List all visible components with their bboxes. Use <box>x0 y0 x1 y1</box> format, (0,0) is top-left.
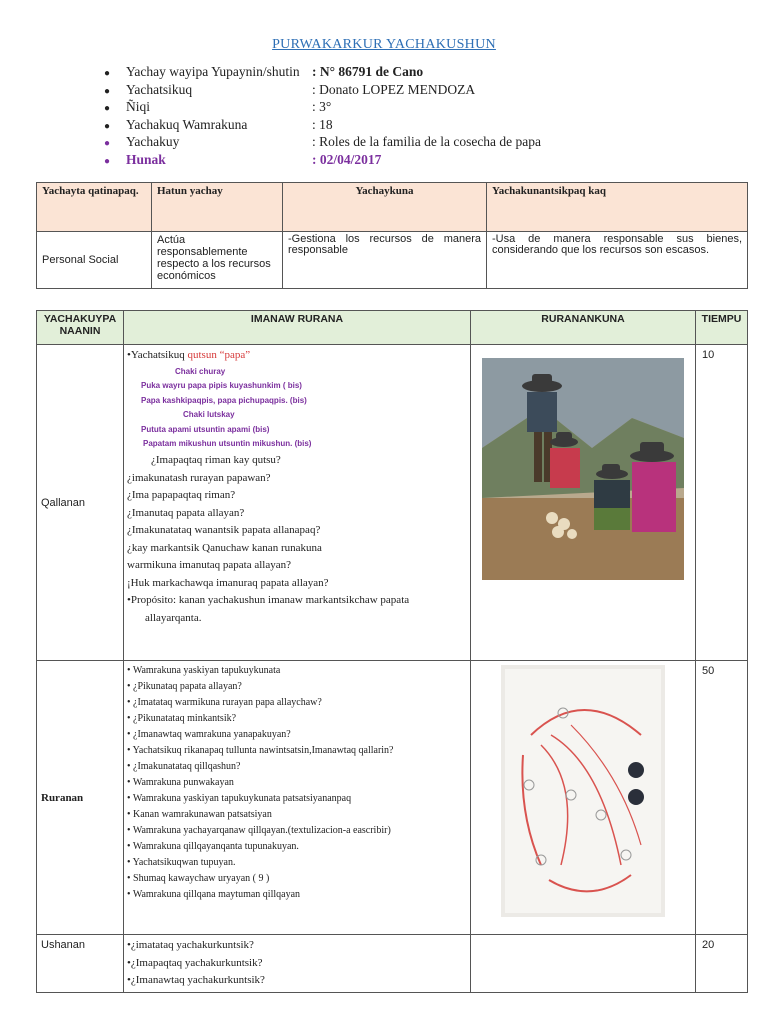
header-activities: IMANAW RURANA <box>124 311 471 345</box>
info-value: : 02/04/2017 <box>312 151 382 167</box>
info-label: Yachatsikuq <box>126 81 193 97</box>
activity-line: •Propósito: kanan yachakushun imanaw markantsikchaw papata <box>127 594 410 607</box>
activity-line: • ¿Pikunatataq minkantsik? <box>127 713 237 724</box>
header-time: TIEMPU <box>696 311 748 345</box>
bullet-icon: ● <box>104 155 111 167</box>
potato-harvest-illustration <box>482 358 684 580</box>
info-label: Yachay wayipa Yupaynin/shutin <box>126 64 300 79</box>
info-row-school <box>104 63 664 81</box>
activity-line: ¿Imakunatataq wanantsik papata allanapaq? <box>127 524 321 537</box>
time-cell: 50 <box>696 661 748 935</box>
activity-line: • ¿Imakunatataq qillqashun? <box>127 761 241 772</box>
capacities-cell: -Gestiona los recursos de manera responsable <box>283 232 487 289</box>
info-value: : 18 <box>312 116 333 132</box>
info-list <box>104 63 664 168</box>
stage-label: Qallanan <box>37 345 124 661</box>
resource-cell <box>471 935 696 993</box>
stage-row-development <box>37 661 748 935</box>
info-value: : N° 86791 de Cano <box>312 64 424 79</box>
activity-line: •¿imatataq yachakurkuntsik? <box>127 939 254 951</box>
time-cell: 20 <box>696 935 748 993</box>
activity-line: • Wamrakuna yachayarqanaw qillqayan.(textulizacion-a eascribir) <box>127 825 391 836</box>
activity-line: ¿Imanutaq papata allayan? <box>127 506 245 519</box>
info-row-students <box>104 116 664 134</box>
stage-label: Ushanan <box>37 935 124 993</box>
info-row-teacher <box>104 81 664 99</box>
info-label: Yachakuq Wamrakuna <box>126 116 248 132</box>
competency-table <box>36 182 748 289</box>
activity-line: ¿kay markantsik Qanuchaw kanan runakuna <box>127 541 322 554</box>
activities-cell <box>124 345 471 661</box>
info-label: Hunak <box>126 151 166 167</box>
activity-line: ¡Huk markachawqa imanuraq papata allayan? <box>127 576 329 589</box>
time-cell: 10 <box>696 345 748 661</box>
activity-line: allayarqanta. <box>145 611 202 624</box>
header-competency: Hatun yachay <box>152 183 283 232</box>
competency-cell: Actúa responsablemente respecto a los recursos económicos <box>152 232 283 289</box>
activity-highlight: qutsun “papa” <box>187 349 251 361</box>
activity-line: • ¿Imatataq warmikuna rurayan papa allaychaw? <box>127 697 322 708</box>
activity-prefix: •Yachatsikuq <box>127 349 188 361</box>
activity-line: • Shumaq kawaychaw uryayan ( 9 ) <box>127 873 270 884</box>
activity-line: • Wamrakuna punwakayan <box>127 777 234 788</box>
activity-line: • Wamrakuna yaskiyan tapukuykunata patsatsiyananpaq <box>127 793 352 804</box>
activity-line: •¿Imanawtaq yachakurkuntsik? <box>127 974 265 986</box>
activity-line <box>127 347 468 365</box>
song-line: Puka wayru papa pipis kuyashunkim ( bis) <box>141 381 302 391</box>
info-row-topic <box>104 133 664 151</box>
activity-line: • ¿Pikunataq papata allayan? <box>127 681 242 692</box>
info-label: Ñiqi <box>126 99 151 114</box>
stage-row-start <box>37 345 748 661</box>
activity-line: ¿Imapaqtaq riman kay qutsu? <box>151 454 281 467</box>
activity-line: •¿Imapaqtaq yachakurkuntsik? <box>127 956 263 969</box>
header-resources: RURANANKUNA <box>471 311 696 345</box>
resource-cell <box>471 345 696 661</box>
lesson-header-row <box>37 311 748 345</box>
header-indicators: Yachakunantsikpaq kaq <box>487 183 748 232</box>
activities-cell <box>124 661 471 935</box>
activity-line: • Kanan wamrakunawan patsatsiyan <box>127 809 272 820</box>
resource-cell <box>471 661 696 935</box>
bullet-icon: ● <box>104 85 111 97</box>
info-row-grade <box>104 98 664 116</box>
bullet-icon: ● <box>104 103 111 114</box>
document-title: PURWAKARKUR YACHAKUSHUN <box>272 37 496 52</box>
info-value: : 3° <box>312 99 332 114</box>
info-value: : Donato LOPEZ MENDOZA <box>312 81 476 97</box>
activity-line: • ¿Imanawtaq wamrakuna yanapakuyan? <box>127 729 291 740</box>
song-line: Papa kashkipaqpis, papa pichupaqpis. (bis) <box>141 395 307 405</box>
lesson-table <box>36 310 748 993</box>
stage-row-closing <box>37 935 748 993</box>
song-line: Pututa apami utsuntin apami (bis) <box>141 424 270 434</box>
cycle-diagram-photo <box>501 665 665 917</box>
activity-line: ¿Ima papapaqtaq riman? <box>127 489 236 502</box>
activity-line: warmikuna imanutaq papata allayan? <box>127 559 292 572</box>
activity-line: • Yachatsikuq rikanapaq tullunta nawintsatsin,Imanawtaq qallarin? <box>127 745 394 756</box>
activity-line: • Yachatsikuqwan tupuyan. <box>127 857 236 868</box>
activity-line: • Wamrakuna yaskiyan tapukuykunata <box>127 665 281 676</box>
competency-header-row <box>37 183 748 232</box>
header-stage: YACHAKUYPA NAANIN <box>37 311 124 345</box>
bullet-icon: ● <box>104 138 111 149</box>
activity-line: • Wamrakuna qillqana maytuman qillqayan <box>127 889 301 900</box>
competency-row <box>37 232 748 289</box>
header-capacities: Yachaykuna <box>283 183 487 232</box>
bullet-icon: ● <box>104 120 111 132</box>
activities-cell <box>124 935 471 993</box>
stage-label: Ruranan <box>37 661 124 935</box>
song-line: Chaki churay <box>175 366 226 376</box>
activity-line: • Wamrakuna qillqayanqanta tupunakuyan. <box>127 841 299 852</box>
song-line: Chaki lutskay <box>183 410 235 420</box>
activity-line: ¿imakunatash rurayan papawan? <box>127 471 271 484</box>
info-row-date <box>104 151 664 169</box>
indicators-cell: -Usa de manera responsable sus bienes, considerando que los recursos son escasos. <box>487 232 748 289</box>
info-value: : Roles de la familia de la cosecha de papa <box>312 134 542 149</box>
song-line: Papatam mikushun utsuntin mikushun. (bis) <box>143 439 312 449</box>
bullet-icon: ● <box>104 68 111 79</box>
area-cell: Personal Social <box>37 232 152 289</box>
header-area: Yachayta qatinapaq. <box>37 183 152 232</box>
info-label: Yachakuy <box>126 134 180 149</box>
